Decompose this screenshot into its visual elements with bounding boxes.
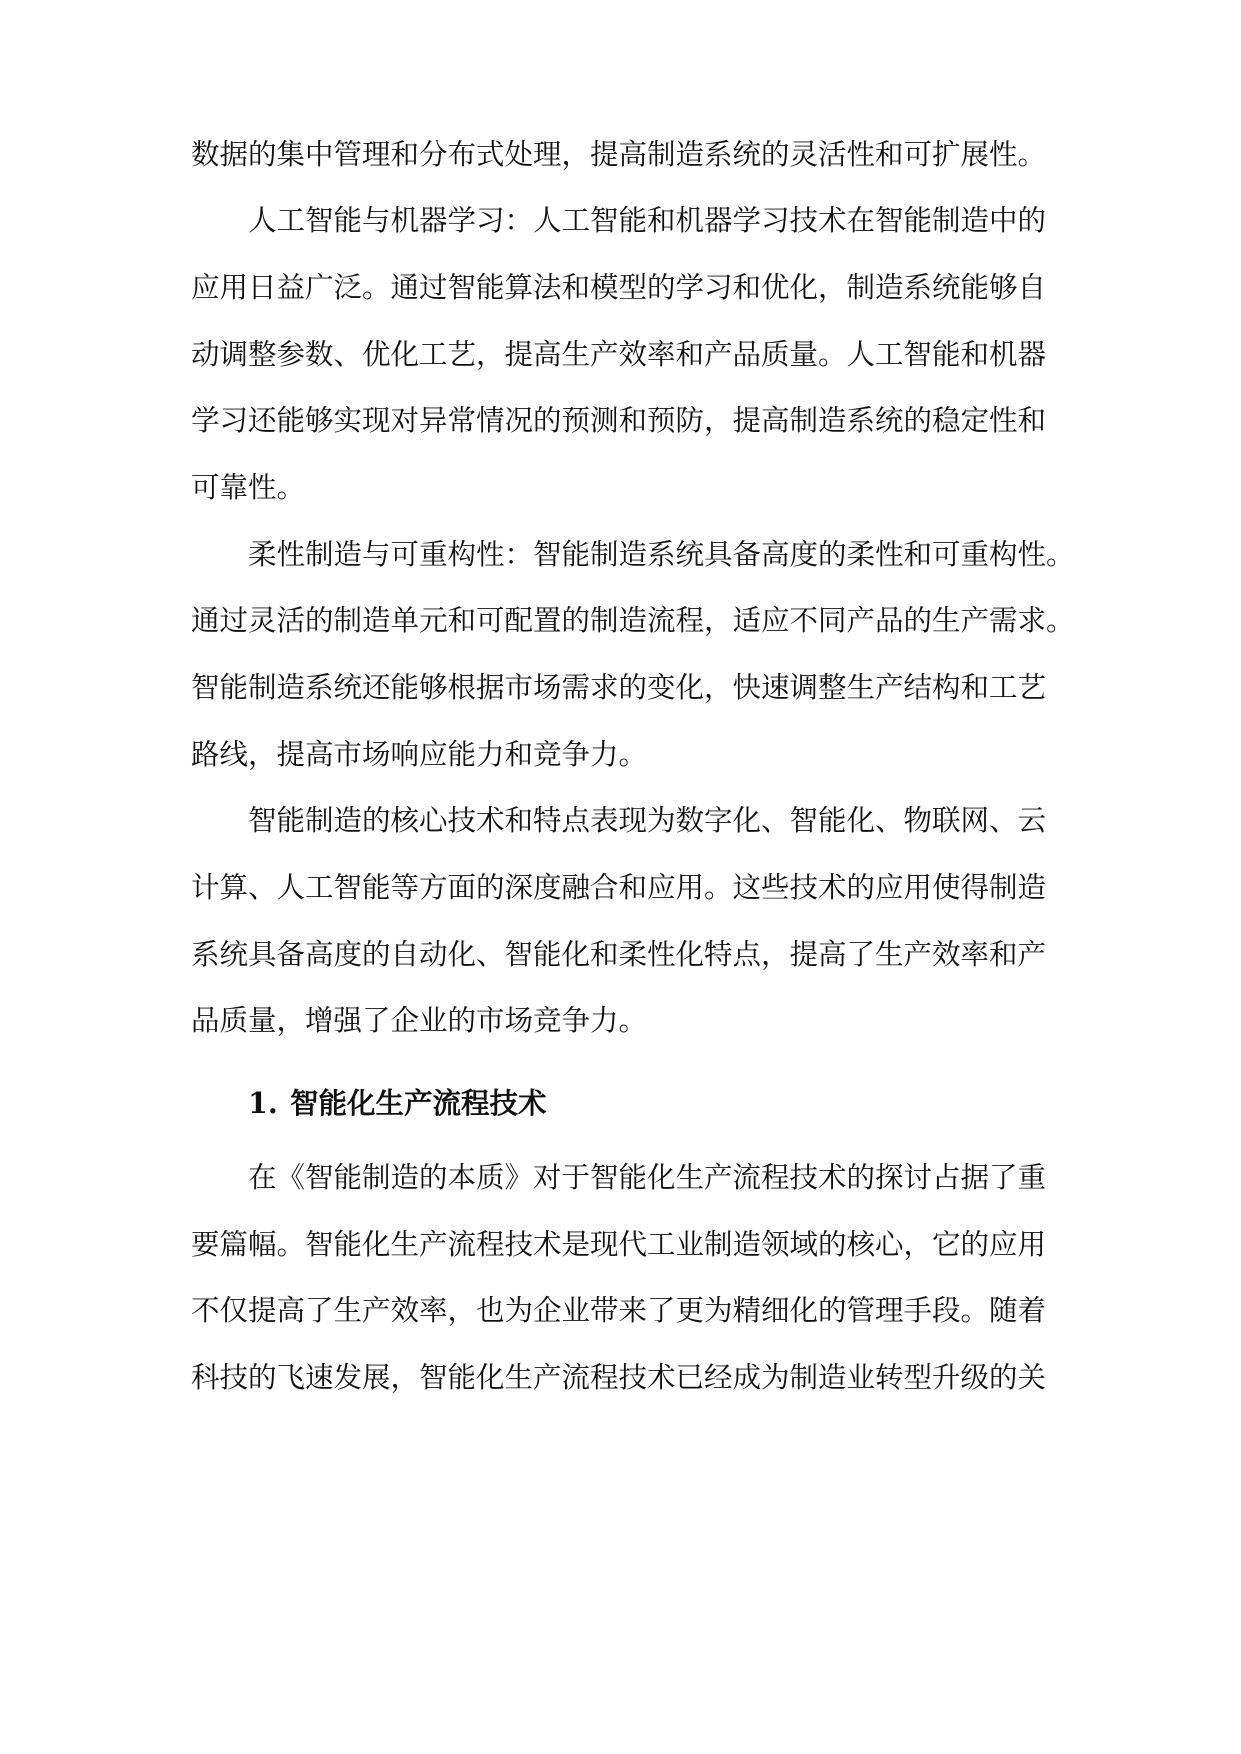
paragraph-line: [0, 1156, 1241, 1200]
line-text: 应用日益广泛。通过智能算法和模型的学习和优化，制造系统能够自: [191, 271, 1047, 304]
paragraph-line: [0, 666, 1241, 710]
paragraph-line: [0, 866, 1241, 910]
paragraph-line: [0, 799, 1241, 843]
paragraph-line: [0, 999, 1241, 1043]
line-text: 学习还能够实现对异常情况的预测和预防，提高制造系统的稳定性和: [191, 404, 1047, 437]
line-text: 智能制造系统还能够根据市场需求的变化，快速调整生产结构和工艺: [191, 671, 1047, 704]
paragraph-line: [0, 1289, 1241, 1333]
line-text: 数据的集中管理和分布式处理，提高制造系统的灵活性和可扩展性。: [191, 138, 1047, 171]
paragraph-line: [0, 933, 1241, 977]
line-text: 不仅提高了生产效率，也为企业带来了更为精细化的管理手段。随着: [191, 1294, 1047, 1327]
section-number: 1.: [248, 1086, 278, 1120]
paragraph-line: [0, 266, 1241, 310]
paragraph-line: [0, 533, 1241, 577]
paragraph-line: [0, 733, 1241, 777]
paragraph-line: [0, 466, 1241, 510]
paragraph-line: [0, 1223, 1241, 1267]
paragraph-line: [0, 599, 1241, 643]
section-title: 智能化生产流程技术: [290, 1086, 547, 1120]
line-text: 路线，提高市场响应能力和竞争力。: [191, 738, 648, 771]
line-text: 智能制造的核心技术和特点表现为数字化、智能化、物联网、云: [248, 804, 1047, 837]
line-text: 通过灵活的制造单元和可配置的制造流程，适应不同产品的生产需求。: [191, 604, 1075, 637]
line-text: 品质量，增强了企业的市场竞争力。: [191, 1004, 648, 1037]
line-text: 科技的飞速发展，智能化生产流程技术已经成为制造业转型升级的关: [191, 1361, 1047, 1394]
line-text: 人工智能与机器学习：人工智能和机器学习技术在智能制造中的: [248, 204, 1047, 237]
paragraph-line: [0, 1356, 1241, 1400]
section-heading: [0, 1081, 1241, 1125]
paragraph-line: [0, 333, 1241, 377]
paragraph-line: [0, 199, 1241, 243]
paragraph-line: [0, 133, 1241, 177]
line-text: 可靠性。: [191, 471, 306, 504]
line-text: 计算、人工智能等方面的深度融合和应用。这些技术的应用使得制造: [191, 871, 1047, 904]
line-text: 系统具备高度的自动化、智能化和柔性化特点，提高了生产效率和产: [191, 938, 1047, 971]
line-text: 在《智能制造的本质》对于智能化生产流程技术的探讨占据了重: [248, 1161, 1047, 1194]
paragraph-line: [0, 399, 1241, 443]
line-text: 动调整参数、优化工艺，提高生产效率和产品质量。人工智能和机器: [191, 338, 1047, 371]
line-text: 要篇幅。智能化生产流程技术是现代工业制造领域的核心，它的应用: [191, 1228, 1047, 1261]
line-text: 柔性制造与可重构性：智能制造系统具备高度的柔性和可重构性。: [248, 538, 1075, 571]
